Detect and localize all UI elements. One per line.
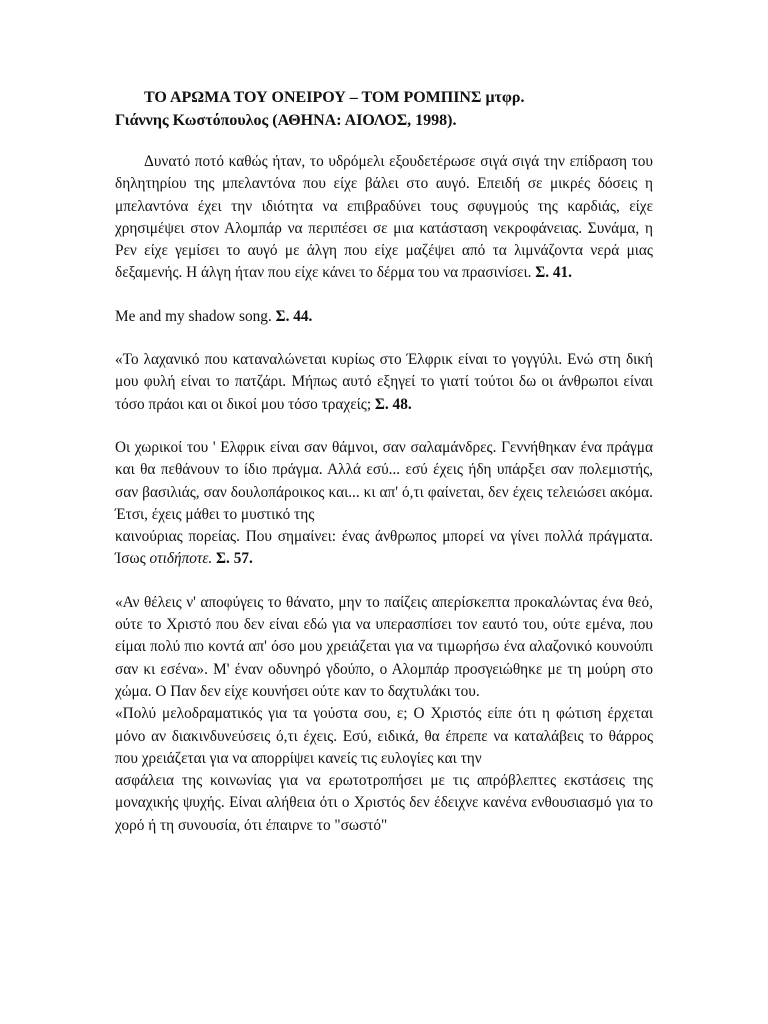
paragraph-5: [115, 592, 653, 703]
paragraph-1: [115, 151, 653, 285]
page-ref-41: Σ. 41.: [535, 264, 573, 282]
paragraph-7-text: ασφάλεια της κοινωνίας για να ερωτοτροπήσει με τις απρόβλεπτες εκστάσεις της μοναχικής ψυχής. Είναι αλήθεια ότι ο Χριστός δεν έδειχνε κανένα ενθουσιασμό για το χορό ή τη συνουσία, ότι έπαιρνε το "σωστό": [115, 772, 653, 834]
paragraph-6: [115, 703, 653, 770]
page-ref-44: Σ. 44.: [275, 307, 313, 325]
document-page: [115, 86, 653, 837]
page-ref-48: Σ. 48.: [374, 395, 412, 413]
paragraph-4: [115, 437, 653, 571]
title-line-1: ΤΟ ΑΡΩΜΑ ΤΟΥ ΟΝΕΙΡΟΥ – ΤΟΜ ΡΟΜΠΙΝΣ μτφρ.: [144, 89, 525, 106]
paragraph-4-continuation: καινούριας πορείας. Που σημαίνει: ένας άνθρωπος μπορεί να γίνει πολλά πράγματα. Ίσως: [115, 528, 653, 568]
paragraph-3: [115, 349, 653, 416]
paragraph-2: [115, 306, 653, 328]
paragraph-7: [115, 770, 653, 837]
paragraph-5-text: «Αν θέλεις ν' αποφύγεις το θάνατο, μην το παίζεις απερίσκεπτα προκαλώντας ένα θεό, ούτε το Χριστό που δεν είναι εδώ για να υπερασπίσει τον εαυτό του, ούτε εμένα, που είμαι πολύ πιο κοντά απ' όσο μου χρειάζεται για να τιμωρήσω ένα αλαζονικό κουνούπι σαν κι εσένα». Μ' έναν οδυνηρό γδούπο, ο Αλομπάρ προσγειώθηκε με τη μούρη στο χώμα. Ο Παν δεν είχε κουνήσει ούτε καν το δαχτυλάκι του.: [115, 593, 653, 700]
paragraph-4-italic: οτιδήποτε.: [149, 550, 213, 568]
paragraph-1-text: Δυνατό ποτό καθώς ήταν, το υδρόμελι εξουδετέρωσε σιγά σιγά την επίδραση του δηλητηρίου της μπελαντόνα που είχε βάλει στο αυγό. Επειδή σε μικρές δόσεις η μπελαντόνα έχει την ιδιότητα να επιβραδύνει τους σφυγμούς της καρδιάς, είχε χρησιμέψει στον Αλομπάρ να περιπέσει σε μια κατάσταση νεκροφάνειας. Συνάμα, η Ρεν είχε γεμίσει το αυγό με άλγη που είχε μαζέψει από τα λιμνάζοντα νερά μιας δεξαμενής. Η άλγη ήταν που είχε κάνει το δέρμα του να πρασινίσει.: [115, 153, 653, 282]
title-line-2: Γιάννης Κωστόπουλος (ΑΘΗΝΑ: ΑΙΟΛΟΣ, 1998).: [115, 112, 457, 129]
paragraph-3-text: «Το λαχανικό που καταναλώνεται κυρίως στο Έλφρικ είναι το γογγύλι. Ενώ στη δική μου φυλή είναι το πατζάρι. Μήπως αυτό εξηγεί το γιατί τούτοι δω οι άνθρωποι είναι τόσο πράοι και οι δικοί μου τόσο τραχείς;: [115, 351, 653, 413]
paragraph-4-text: Οι χωρικοί του ' Ελφρικ είναι σαν θάμνοι, σαν σαλαμάνδρες. Γεννήθηκαν ένα πράγμα και θα πεθάνουν το ίδιο πράγμα. Αλλά εσύ... εσύ έχεις ήδη υπάρξει σαν πολεμιστής, σαν βασιλιάς, σαν δουλοπάροικος και... κι απ' ό,τι φαίνεται, δεν έχεις τελειώσει ακόμα. Έτσι, έχεις μάθει το μυστικό της: [115, 438, 653, 523]
document-title: [115, 86, 653, 132]
paragraph-2-text: Me and my shadow song.: [115, 307, 272, 325]
paragraph-6-text: «Πολύ μελοδραματικός για τα γούστα σου, ε; Ο Χριστός είπε ότι η φώτιση έρχεται μόνο αν διακινδυνεύσεις ό,τι έχεις. Εσύ, ειδικά, θα έπρεπε να καταλάβεις το θάρρος που χρειάζεται για να απορρίψει κανείς τις ευλογίες και την: [115, 705, 653, 767]
page-ref-57: Σ. 57.: [216, 550, 253, 568]
